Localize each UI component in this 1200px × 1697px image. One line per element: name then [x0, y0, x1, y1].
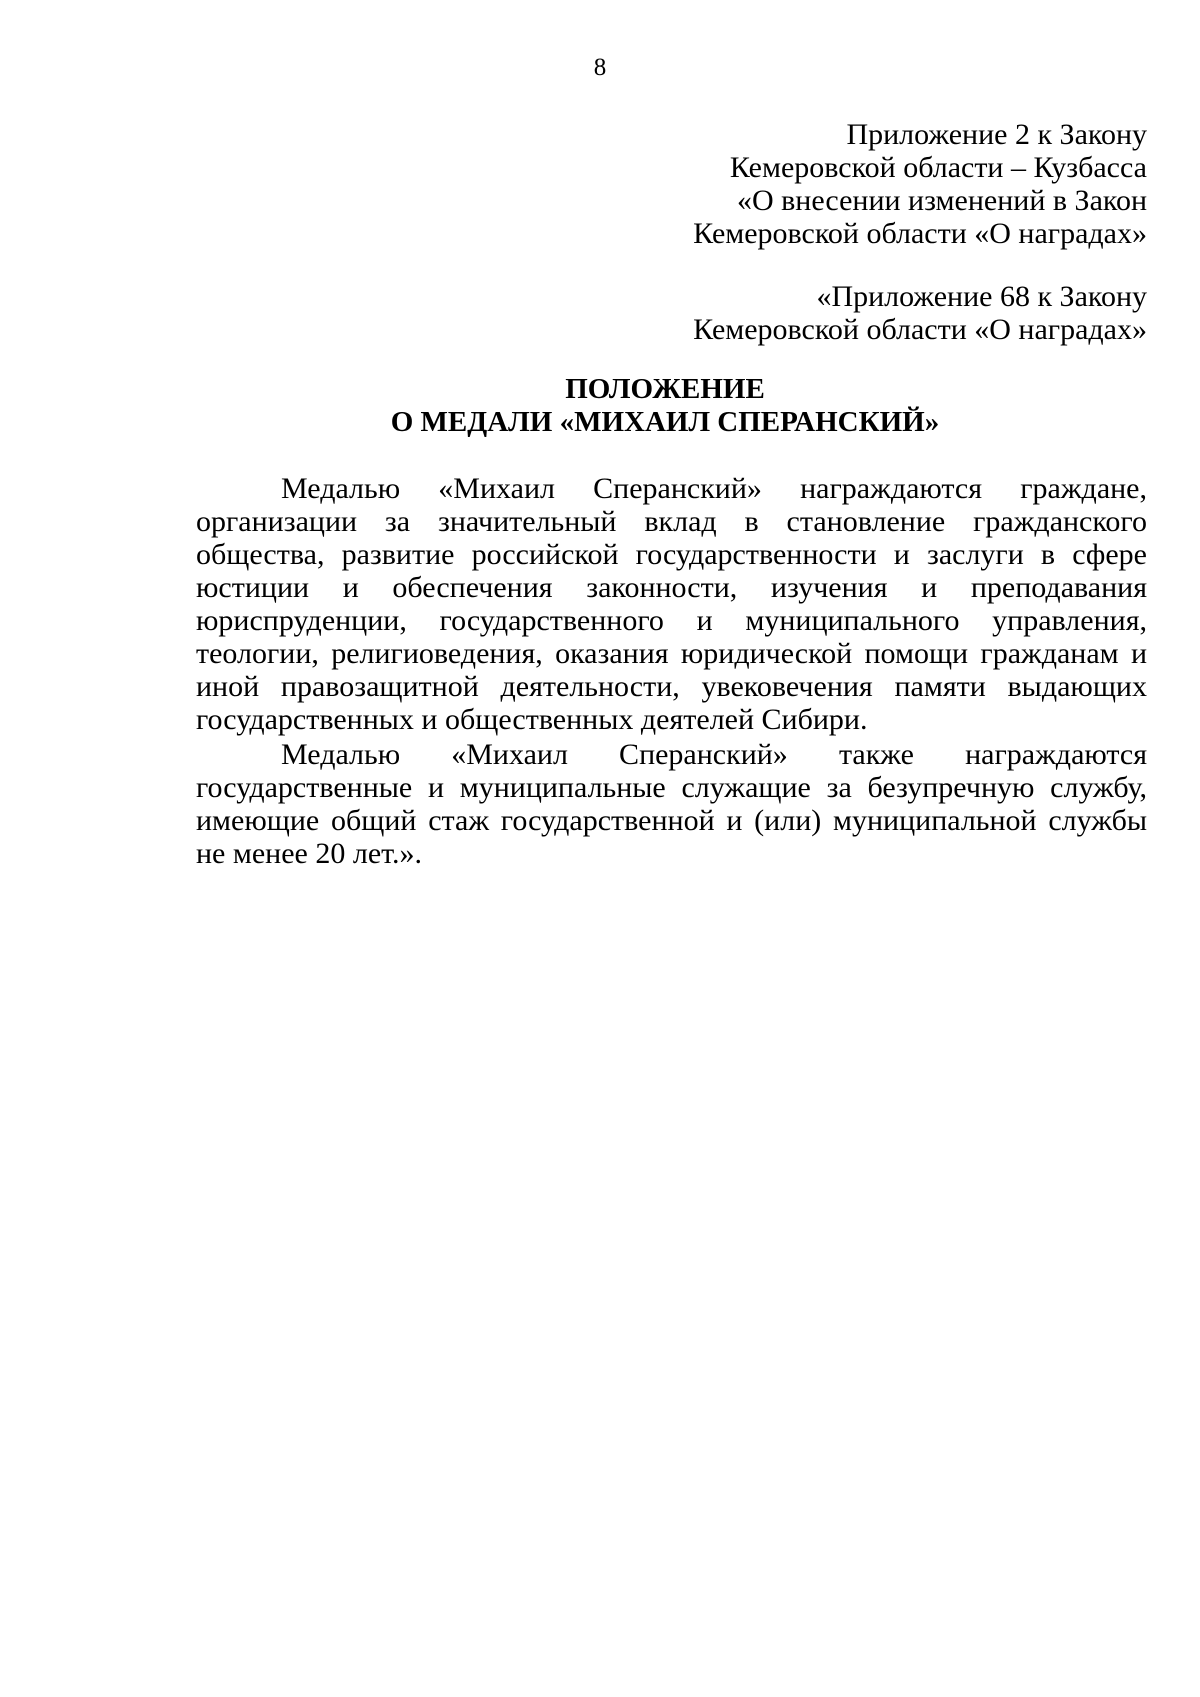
appendix-68-header: [447, 280, 1147, 346]
appendix-2-line: Кемеровской области – Кузбасса: [729, 151, 1147, 184]
body-paragraph: Медалью «Михаил Сперанский» награждаются граждане, организации за значительный вклад в становление гражданского общества, развитие российской государственности и заслуги в сфере юстиции и обеспечения законности, изучения и преподавания юриспруденции, государственного и муниципального управления, теологии, религиоведения, оказания юридической помощи гражданам и иной правозащитной деятельности, увековечения памяти выдающих государственных и общественных деятелей Сибири.: [196, 472, 1147, 736]
document-title: [183, 373, 1147, 439]
title-line: О МЕДАЛИ «МИХАИЛ СПЕРАНСКИЙ»: [390, 406, 940, 438]
appendix-68-line: «Приложение 68 к Закону: [816, 280, 1147, 313]
title-line: ПОЛОЖЕНИЕ: [565, 373, 765, 405]
document-body: [196, 472, 1147, 872]
body-paragraph: Медалью «Михаил Сперанский» также награждаются государственные и муниципальные служащие за безупречную службу, имеющие общий стаж государственной и (или) муниципальной службы не менее 20 лет.».: [196, 738, 1147, 870]
appendix-68-line: Кемеровской области «О наградах»: [693, 313, 1147, 346]
appendix-2-line: Приложение 2 к Закону: [846, 118, 1147, 151]
appendix-2-header: [447, 118, 1147, 250]
page-number: 8: [593, 54, 607, 81]
appendix-2-line: «О внесении изменений в Закон: [736, 184, 1147, 217]
appendix-2-line: Кемеровской области «О наградах»: [693, 217, 1147, 250]
